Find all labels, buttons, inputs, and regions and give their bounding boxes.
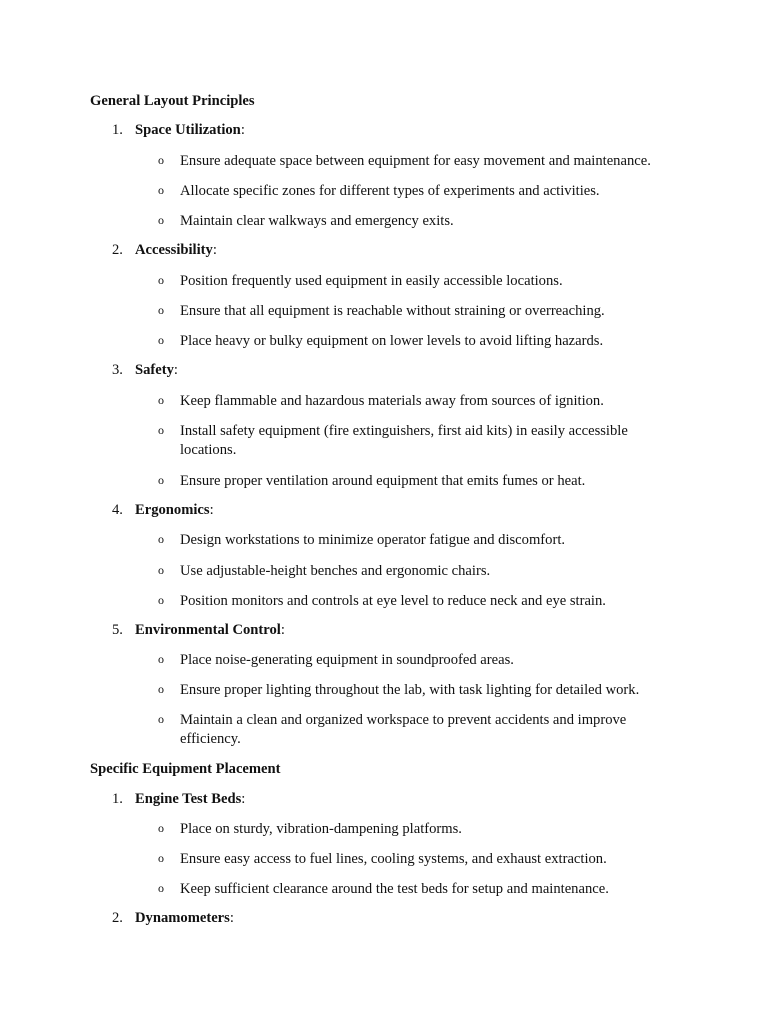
list-number: 3.	[112, 362, 123, 378]
list-label: Space Utilization	[135, 122, 241, 138]
list-number: 4.	[112, 502, 123, 518]
bullet-item	[158, 182, 658, 201]
bullet-text: Keep sufficient clearance around the test beds for setup and maintenance.	[180, 881, 609, 897]
bullet-marker: o	[158, 273, 164, 287]
list-label: Dynamometers	[135, 910, 230, 926]
list-suffix: :	[173, 362, 178, 378]
list-suffix: :	[240, 122, 245, 138]
list-label: Engine Test Beds	[135, 791, 242, 807]
bullet-item	[158, 850, 658, 869]
bullet-marker: o	[158, 303, 164, 317]
bullet-text: Maintain a clean and organized workspace to prevent accidents and improve efficiency.	[180, 712, 627, 747]
bullet-marker: o	[158, 423, 164, 437]
bullet-marker: o	[158, 881, 164, 895]
bullet-text: Place noise-generating equipment in soundproofed areas.	[180, 652, 514, 668]
bullet-item	[158, 562, 658, 581]
bullet-item	[158, 711, 658, 749]
list-label: Accessibility	[135, 242, 213, 258]
bullet-marker: o	[158, 153, 164, 167]
section-title-specific-equipment: Specific Equipment Placement	[90, 761, 281, 777]
bullet-marker: o	[158, 183, 164, 197]
list-number: 1.	[112, 791, 123, 807]
list-item-environmental-control	[112, 622, 285, 639]
list-number: 2.	[112, 242, 123, 258]
list-suffix: :	[229, 910, 234, 926]
bullet-text: Place heavy or bulky equipment on lower levels to avoid lifting hazards.	[180, 333, 604, 349]
bullet-marker: o	[158, 213, 164, 227]
bullet-text: Ensure that all equipment is reachable without straining or overreaching.	[180, 303, 605, 319]
bullet-text: Install safety equipment (fire extinguishers, first aid kits) in easily accessible locations.	[180, 423, 628, 458]
bullet-text: Ensure proper lighting throughout the lab, with task lighting for detailed work.	[180, 682, 640, 698]
bullet-marker: o	[158, 821, 164, 835]
bullet-item	[158, 332, 658, 351]
bullet-marker: o	[158, 851, 164, 865]
list-item-space-utilization	[112, 122, 245, 139]
bullet-text: Keep flammable and hazardous materials away from sources of ignition.	[180, 393, 604, 409]
bullet-item	[158, 472, 658, 491]
bullet-item	[158, 592, 658, 611]
list-item-dynamometers	[112, 910, 234, 927]
bullet-marker: o	[158, 712, 164, 726]
bullet-marker: o	[158, 652, 164, 666]
section-title-general-layout: General Layout Principles	[90, 93, 255, 109]
bullet-text: Maintain clear walkways and emergency exits.	[180, 213, 454, 229]
list-suffix: :	[280, 622, 285, 638]
bullet-text: Ensure adequate space between equipment for easy movement and maintenance.	[180, 153, 651, 169]
bullet-item	[158, 422, 658, 460]
list-item-accessibility	[112, 242, 217, 259]
list-label: Ergonomics	[135, 502, 210, 518]
bullet-text: Allocate specific zones for different types of experiments and activities.	[180, 183, 600, 199]
bullet-text: Ensure proper ventilation around equipment that emits fumes or heat.	[180, 473, 586, 489]
bullet-text: Place on sturdy, vibration-dampening platforms.	[180, 821, 462, 837]
bullet-text: Position monitors and controls at eye level to reduce neck and eye strain.	[180, 593, 606, 609]
list-suffix: :	[212, 242, 217, 258]
bullet-item	[158, 272, 658, 291]
list-suffix: :	[241, 791, 246, 807]
list-item-safety	[112, 362, 178, 379]
list-suffix: :	[209, 502, 214, 518]
bullet-item	[158, 880, 658, 899]
bullet-item	[158, 152, 658, 171]
list-number: 5.	[112, 622, 123, 638]
bullet-item	[158, 531, 658, 550]
bullet-item	[158, 820, 658, 839]
bullet-marker: o	[158, 473, 164, 487]
list-label: Safety	[135, 362, 174, 378]
bullet-marker: o	[158, 682, 164, 696]
list-label: Environmental Control	[135, 622, 281, 638]
list-number: 2.	[112, 910, 123, 926]
bullet-item	[158, 651, 658, 670]
bullet-marker: o	[158, 333, 164, 347]
bullet-text: Ensure easy access to fuel lines, cooling systems, and exhaust extraction.	[180, 851, 607, 867]
bullet-marker: o	[158, 563, 164, 577]
bullet-text: Use adjustable-height benches and ergonomic chairs.	[180, 563, 491, 579]
bullet-item	[158, 392, 658, 411]
list-number: 1.	[112, 122, 123, 138]
bullet-marker: o	[158, 532, 164, 546]
bullet-item	[158, 681, 658, 700]
list-item-ergonomics	[112, 502, 214, 519]
bullet-item	[158, 212, 658, 231]
bullet-text: Position frequently used equipment in easily accessible locations.	[180, 273, 563, 289]
bullet-marker: o	[158, 393, 164, 407]
bullet-item	[158, 302, 658, 321]
list-item-engine-test-beds	[112, 791, 245, 808]
bullet-text: Design workstations to minimize operator fatigue and discomfort.	[180, 532, 566, 548]
bullet-marker: o	[158, 593, 164, 607]
